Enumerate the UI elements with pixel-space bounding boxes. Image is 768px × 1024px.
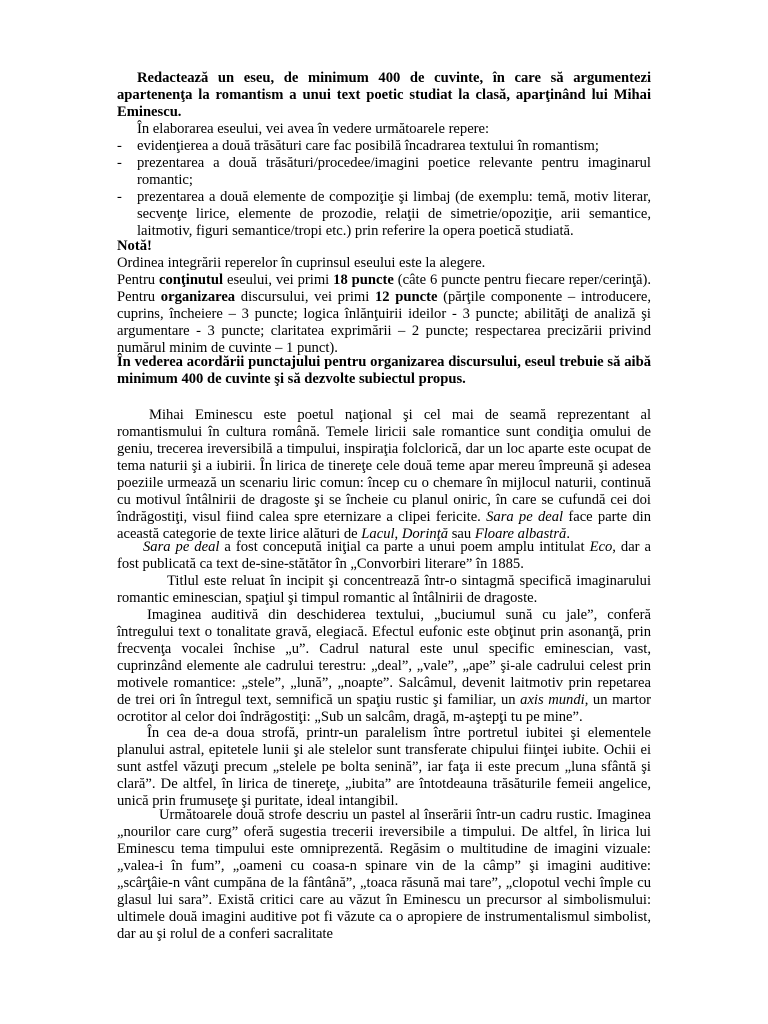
- scoring-bold: 12 puncte: [374, 289, 438, 305]
- list-item-text: prezentarea a două trăsături/procedee/imagini poetice relevante pentru imaginarul romantic;: [137, 155, 651, 188]
- paragraph-text: , dar a fost publicată ca text de-sine-stătător în „Convorbiri literare” în 1885.: [117, 539, 651, 572]
- list-item: [117, 189, 651, 240]
- essay-paragraph: [117, 607, 651, 726]
- essay-paragraph: [117, 539, 651, 573]
- paragraph-text: a fost concepută iniţial ca parte a unui poem amplu intitulat: [219, 539, 590, 555]
- poem-title: Floare albastră: [474, 526, 567, 542]
- requirements-list: [117, 138, 651, 240]
- scoring-text: (câte 6 puncte pentru fiecare reper/cerinţă). Pentru: [117, 272, 652, 305]
- word-count-warning: În vederea acordării punctajului pentru organizarea discursului, eseul trebuie să aibă minimum 400 de cuvinte şi să dezvolte subiectul propus.: [117, 354, 651, 387]
- paragraph-text: Mihai Eminescu este poetul naţional şi cel mai de seamă reprezentant al romantismului în cultura română. Temele liricii sale romantice sunt condiţia omului de geniu, trecerea ireversibilă a timpului, inspiraţia folclorică, dar un loc aparte este ocupat de tema naturii şi a iubirii. În lirica de tinereţe cele două teme apar mereu împreună şi adesea poeziile urmează un scenariu liric comun: încep cu o chemare în mijlocul naturii, continuă cu motivul întâlnirii de dragoste şi se încheie cu planul oniric, în care se cufundă cei doi îndrăgostiţi, visul fiind calea spre eternizare a clipei fericite.: [117, 407, 651, 525]
- bullet-dash: -: [117, 189, 122, 205]
- list-item-text: prezentarea a două elemente de compoziţie şi limbaj (de exemplu: temă, motiv literar, secvenţe lirice, elemente de prozodie, relaţii de simetrie/opoziţie, arii semantice, laitmotiv, figuri semantice/tropi etc.) prin referire la opera poetică studiată.: [137, 189, 651, 239]
- list-item-text: evidenţierea a două trăsături care fac posibilă încadrarea textului în romantism;: [137, 138, 599, 154]
- scoring-paragraph: [117, 272, 651, 357]
- bullet-dash: -: [117, 155, 122, 171]
- note-text: Ordinea integrării reperelor în cuprinsul eseului este la alegere.: [117, 255, 486, 271]
- poem-title: Sara pe deal: [143, 539, 220, 555]
- scoring-text: discursului, vei primi: [235, 289, 375, 305]
- note-title: Notă!: [117, 238, 152, 254]
- italic-term: axis mundi: [520, 692, 585, 708]
- essay-paragraph: Titlul este reluat în incipit şi concentrează într-o sintagmă specifică imaginarului romantic eminescian, spaţiul şi timpul romantic al întâlnirii de dragoste.: [117, 573, 651, 606]
- paragraph-text: Imaginea auditivă din deschiderea textului, „buciumul sună cu jale”, conferă întregului text o tonalitate gravă, elegiacă. Efectul eufonic este obţinut prin asonanţă, prin frecvenţa vocalei închise „u”. Cadrul natural este unul specific eminescian, vast, cuprinzând elemente ale cadrului terestru: „deal”, „vale”, „ape” şi-ale cadrului celest prin motivele romantice: „stele”, „lună”, „noapte”. Salcâmul, devenit laitmotiv prin repetarea de trei ori în întregul text, semnifică un spaţiu rustic şi familiar, un: [117, 607, 651, 708]
- task-statement: Redactează un eseu, de minimum 400 de cuvinte, în care să argumentezi apartenenţa la romantism a unui text poetic studiat la clasă, aparţinând lui Mihai Eminescu.: [117, 70, 651, 120]
- poem-title: Lacul: [361, 526, 395, 542]
- paragraph-text: , un martor ocrotitor al celor doi îndrăgostiţi: „Sub un salcâm, dragă, m-aştepţi tu pe mine”.: [117, 692, 651, 725]
- poem-title: Dorinţă: [401, 526, 449, 542]
- paragraph-text: face parte din această categorie de texte lirice alături de: [117, 509, 651, 542]
- scoring-bold: 18 puncte: [333, 272, 394, 288]
- scoring-bold: conţinutul: [159, 272, 224, 288]
- scoring-bold: organizarea: [160, 289, 236, 305]
- list-item: [117, 138, 651, 155]
- poem-title: Sara pe deal: [486, 509, 564, 525]
- requirements-intro: În elaborarea eseului, vei avea în vedere următoarele repere:: [137, 121, 490, 137]
- essay-paragraph: În cea de-a doua strofă, printr-un paralelism între portretul iubitei şi elementele planului astral, epitetele lunii şi ale stelelor sunt transferate chipului fiinţei iubite. Ochii ei sunt astfel văzuţi precum „stelele pe bolta senină”, iar faţa ii este precum „luna sfântă şi clară”. De altfel, în lirica de tinereţe, „iubita” are întotdeauna trăsăturile femeii angelice, unică prin frumuseţe şi puritate, ideal intangibil.: [117, 725, 651, 809]
- paragraph-text: sau: [448, 526, 475, 542]
- scoring-text: Pentru: [117, 272, 160, 288]
- essay-paragraph: Următoarele două strofe descriu un pastel al înserării într-un cadru rustic. Imaginea „nourilor care curg” oferă sugestia trecerii ireversibile a timpului. De altfel, în lirica lui Eminescu tema timpului este omniprezentă. Regăsim o multitudine de imagini vizuale: „valea-i în fum”, „oameni cu coasa-n spinare vin de la câmp” şi imagini auditive: „scârţâie-n vânt cumpăna de la fântână”, „toaca răsună mai tare”, „clopotul vechi împle cu glasul lui sara”. Există critici care au văzut în Eminescu un precursor al simbolismului: ultimele două imagini auditive pot fi văzute ca o apropiere de instrumentalismul simbolist, dar au şi rolul de a conferi sacralitate: [117, 807, 651, 942]
- poem-title: Eco: [589, 539, 613, 555]
- scoring-text: (părţile componente – introducere, cuprins, încheiere – 3 puncte; logica înlănţuirii ideilor - 3 puncte; abilităţi de analiză şi argumentare - 3 puncte; claritatea exprimării – 2 puncte; respectarea precizării privind numărul minim de cuvinte – 1 punct).: [117, 289, 651, 356]
- paragraph-text: ,: [394, 526, 402, 542]
- essay-paragraph: [117, 407, 651, 543]
- bullet-dash: -: [117, 138, 122, 154]
- paragraph-text: .: [566, 526, 570, 542]
- list-item: [117, 155, 651, 189]
- scoring-text: eseului, vei primi: [223, 272, 334, 288]
